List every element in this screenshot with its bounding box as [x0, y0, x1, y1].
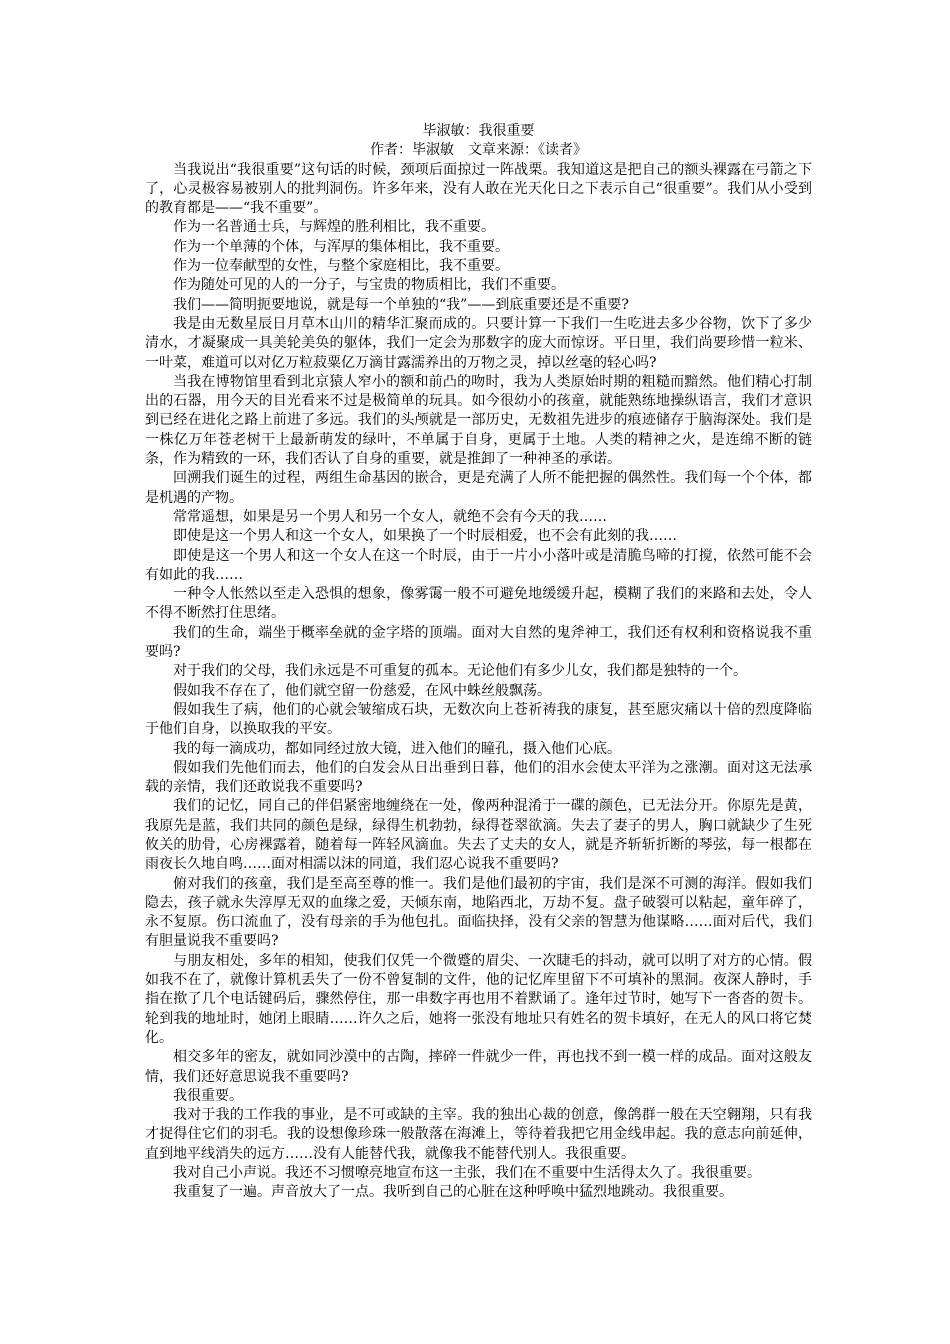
paragraph: 假如我不存在了，他们就空留一份慈爱，在风中蛛丝般飘荡。 [173, 682, 551, 699]
paragraph: 即使是这一个男人和这一个女人，如果换了一个时辰相爱，也不会有此刻的我…… [173, 528, 677, 545]
paragraph: 我对于我的工作我的事业，是不可或缺的主宰。我的独出心裁的创意，像鸽群一般在天空翱翔，只有我才捉得住它们的羽毛。我的设想像珍珠一般散落在海滩上，等待着我把它用金线串起。我的意志向前延伸，直到地平线消失的远方……没有人能替代我，就像我不能替代别人。我很重要。 [145, 1107, 812, 1162]
document-page [145, 122, 812, 1203]
paragraph: 我们——简明扼要地说，就是每一个单独的“我”——到底重要还是不重要? [173, 296, 629, 313]
paragraph: 即使是这一个男人和这一个女人在这一个时辰，由于一片小小落叶或是清脆鸟啼的打搅，依然可能不会有如此的我…… [145, 547, 812, 583]
paragraph: 作为一个单薄的个体，与浑厚的集体相比，我不重要。 [173, 238, 509, 255]
paragraph: 我是由无数星辰日月草木山川的精华汇聚而成的。只要计算一下我们一生吃进去多少谷物，饮下了多少清水，才凝聚成一具美轮美奂的躯体，我们一定会为那数字的庞大而惊讶。平日里，我们尚要珍惜一粒米、一叶菜，难道可以对亿万粒菽粟亿万滴甘露濡养出的万物之灵，掉以丝毫的轻心吗? [145, 315, 812, 371]
paragraph: 与朋友相处，多年的相知，使我们仅凭一个微蹙的眉尖、一次睫毛的抖动，就可以明了对方的心情。假如我不在了，就像计算机丢失了一份不曾复制的文件，他的记忆库里留下不可填补的黑洞。夜深人静时，手指在揿了几个电话键码后，骤然停住，那一串数字再也用不着默诵了。逢年过节时，她写下一沓沓的贺卡。轮到我的地址时，她闭上眼睛……许久之后，她将一张没有地址只有姓名的贺卡填好，在无人的风口将它焚化。 [145, 952, 812, 1046]
paragraph: 作为一名普通士兵，与辉煌的胜利相比，我不重要。 [173, 219, 495, 236]
paragraph: 一种令人怅然以至走入恐惧的想象，像雾霭一般不可避免地缓缓升起，模糊了我们的来路和去处，令人不得不断然打住思绪。 [145, 586, 812, 622]
paragraph: 常常遥想，如果是另一个男人和另一个女人，就绝不会有今天的我…… [173, 508, 607, 525]
paragraph: 我很重要。 [173, 1087, 243, 1104]
paragraph: 对于我们的父母，我们永远是不可重复的孤本。无论他们有多少儿女，我们都是独特的一个。 [173, 663, 747, 680]
paragraph: 假如我们先他们而去，他们的白发会从日出垂到日暮，他们的泪水会使太平洋为之涨潮。面对这无法承载的亲情，我们还敢说我不重要吗? [145, 759, 812, 796]
document-body [145, 161, 812, 1203]
paragraph: 假如我生了病，他们的心就会皱缩成石块，无数次向上苍祈祷我的康复，甚至愿灾痛以十倍的烈度降临于他们自身，以换取我的平安。 [145, 701, 812, 738]
paragraph: 当我说出“我很重要”这句话的时候，颈项后面掠过一阵战栗。我知道这是把自己的额头裸露在弓箭之下了，心灵极容易被别人的批判洞伤。许多年来，没有人敢在光天化日之下表示自己“很重要”。我们从小受到的教育都是——“我不重要”。 [145, 161, 812, 217]
paragraph: 我们的记忆，同自己的伴侣紧密地缠绕在一处，像两种混淆于一碟的颜色，已无法分开。你原先是黄，我原先是蓝，我们共同的颜色是绿，绿得生机勃勃，绿得苍翠欲滴。失去了妻子的男人，胸口就缺少了生死攸关的肋骨，心房裸露着，随着每一阵轻风滴血。失去了丈夫的女人，就是齐斩斩折断的琴弦，每一根都在雨夜长久地自鸣……面对相濡以沫的同道，我们忍心说我不重要吗? [145, 798, 812, 873]
document-title: 毕淑敏：我很重要 [422, 123, 535, 139]
paragraph: 我们的生命，端坐于概率垒就的金字塔的顶端。面对大自然的鬼斧神工，我们还有权利和资格说我不重要吗? [145, 624, 812, 661]
paragraph: 我的每一滴成功，都如同经过放大镜，进入他们的瞳孔，摄入他们心底。 [173, 740, 621, 757]
paragraph: 作为一位奉献型的女性，与整个家庭相比，我不重要。 [173, 258, 509, 275]
paragraph: 相交多年的密友，就如同沙漠中的古陶，摔碎一件就少一件，再也找不到一模一样的成品。面对这般友情，我们还好意思说我不重要吗? [145, 1049, 812, 1085]
paragraph: 作为随处可见的人的一分子，与宝贵的物质相比，我们不重要。 [173, 277, 565, 294]
document-byline: 作者：毕淑敏 文章来源：《读者》 [370, 142, 587, 159]
paragraph: 我重复了一遍。声音放大了一点。我听到自己的心脏在这种呼唤中猛烈地跳动。我很重要。 [173, 1184, 733, 1201]
paragraph: 我对自己小声说。我还不习惯嘹亮地宣布这一主张，我们在不重要中生活得太久了。我很重要。 [173, 1165, 761, 1182]
paragraph: 回溯我们诞生的过程，两组生命基因的嵌合，更是充满了人所不能把握的偶然性。我们每一个个体，都是机遇的产物。 [145, 470, 812, 506]
paragraph: 俯对我们的孩童，我们是至高至尊的惟一。我们是他们最初的宇宙，我们是深不可测的海洋。假如我们隐去，孩子就永失淳厚无双的血缘之爱，天倾东南，地陷西北，万劫不复。盘子破裂可以粘起，童年碎了，永不复原。伤口流血了，没有母亲的手为他包扎。面临抉择，没有父亲的智慧为他谋略……面对后代，我们有胆量说我不重要吗? [145, 875, 812, 950]
paragraph: 当我在博物馆里看到北京猿人窄小的额和前凸的吻时，我为人类原始时期的粗糙而黯然。他们精心打制出的石器，用今天的目光看来不过是极简单的玩具。如今很幼小的孩童，就能熟练地操纵语言，我们才意识到已经在进化之路上前进了多远。我们的头颅就是一部历史，无数祖先进步的痕迹储存于脑海深处。我们是一株亿万年苍老树干上最新萌发的绿叶，不单属于自身，更属于土地。人类的精神之火，是连绵不断的链条，作为精致的一环，我们否认了自身的重要，就是推卸了一种神圣的承诺。 [145, 373, 812, 468]
